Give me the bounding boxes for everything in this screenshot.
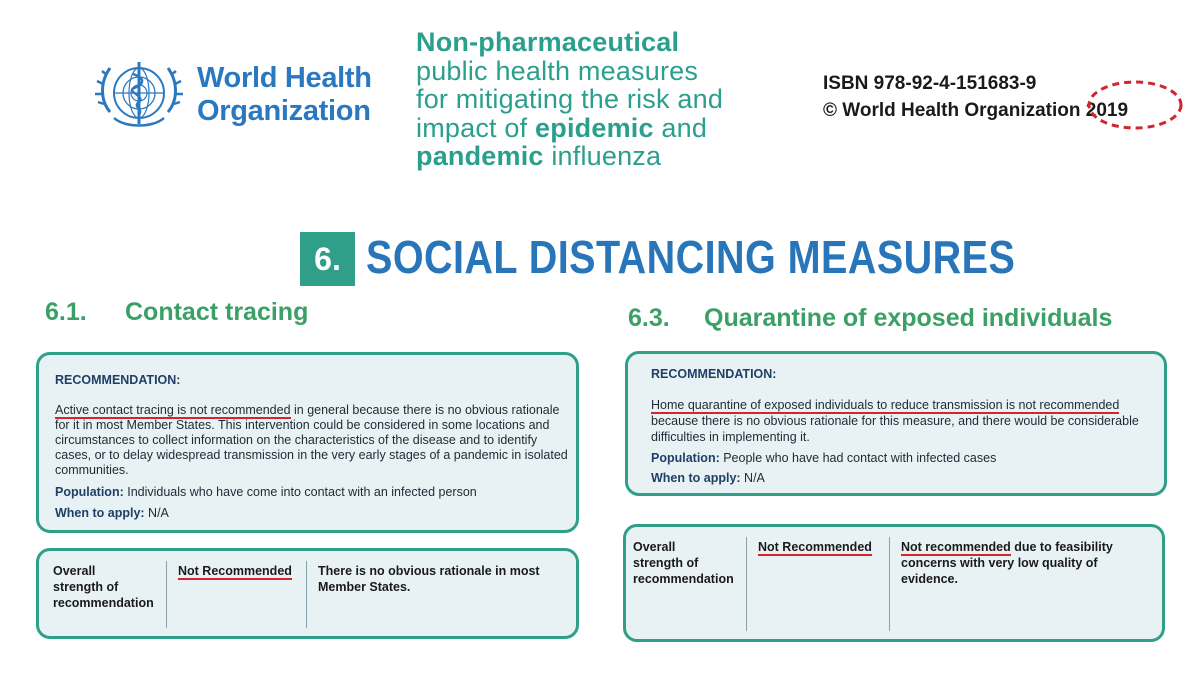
section-title: SOCIAL DISTANCING MEASURES <box>366 231 1016 283</box>
pub-title-line5-b: influenza <box>543 141 662 171</box>
pub-title-line5-a: pandemic <box>416 141 544 171</box>
strength-label-line2-right: strength of <box>633 556 699 570</box>
rationale-line2-right: concerns with very low quality of <box>901 556 1098 570</box>
subsection-title-left: Contact tracing <box>125 298 309 326</box>
pub-title-line1: Non-pharmaceutical <box>416 27 680 57</box>
rationale-line1-left: There is no obvious rationale in most <box>318 564 540 578</box>
when-to-apply-left <box>55 506 169 521</box>
recommendation-line2-left: for it in most Member States. This intervention could be considered in some locations and <box>55 418 550 432</box>
recommendation-line4-left: cases, or to delay widespread transmission in the very early stages of a pandemic in isolated <box>55 448 568 462</box>
pub-title-line4 <box>416 114 796 143</box>
org-name-line1: World Health <box>197 62 372 94</box>
recommendation-line3-right: difficulties in implementing it. <box>651 430 810 444</box>
strength-label-right <box>633 539 734 587</box>
pub-title-line3: for mitigating the risk and <box>416 84 724 114</box>
rationale-line1-right: due to feasibility <box>1010 540 1113 554</box>
rationale-right <box>901 539 1113 587</box>
recommendation-heading-right: RECOMMENDATION: <box>651 367 777 381</box>
recommendation-heading-left: RECOMMENDATION: <box>55 373 181 387</box>
when-text-right: N/A <box>740 471 765 485</box>
who-emblem-icon <box>90 52 188 138</box>
when-text-left: N/A <box>144 506 169 520</box>
recommendation-line2-right: because there is no obvious rationale for this measure, and there would be considerable <box>651 414 1139 428</box>
recommendation-line1-left: in general because there is no obvious rationale <box>290 403 560 417</box>
population-label-right: Population: <box>651 451 720 465</box>
when-label-right: When to apply: <box>651 471 741 485</box>
rationale-underlined-right: Not recommended <box>901 540 1011 554</box>
recommendation-line5-left: communities. <box>55 463 129 477</box>
strength-box-right <box>623 524 1165 642</box>
subsection-number-right: 6.3. <box>628 304 670 332</box>
population-left <box>55 485 477 500</box>
population-text-right: People who have had contact with infected cases <box>719 451 997 465</box>
population-right <box>651 451 996 466</box>
strength-value-left <box>178 563 292 579</box>
recommendation-underlined-left: Active contact tracing is not recommended <box>55 403 291 417</box>
pub-title-line4-a: impact of <box>416 112 536 143</box>
strength-label-line3-right: recommendation <box>633 572 734 586</box>
subsection-title-right: Quarantine of exposed individuals <box>704 304 1113 332</box>
strength-value-text-right: Not Recommended <box>758 540 872 554</box>
when-to-apply-right <box>651 471 765 486</box>
copyright-text: © World Health Organization 2019 <box>823 100 1129 121</box>
section-number-badge: 6. <box>300 232 355 286</box>
recommendation-line3-left: circumstances to collect information on the characteristics of the disease and to identify <box>55 433 538 447</box>
isbn-block <box>823 70 1128 124</box>
population-label-left: Population: <box>55 485 124 499</box>
who-logo <box>90 52 380 138</box>
rationale-line2-left: Member States. <box>318 580 411 594</box>
strength-label-left <box>53 563 154 611</box>
strength-value-text-left: Not Recommended <box>178 564 292 578</box>
strength-box-left <box>36 548 579 639</box>
publication-title <box>416 28 796 171</box>
column-divider <box>889 537 890 631</box>
rationale-left <box>318 563 540 595</box>
column-divider <box>166 561 167 628</box>
when-label-left: When to apply: <box>55 506 145 520</box>
subsection-number-left: 6.1. <box>45 298 87 326</box>
strength-value-right <box>758 539 872 555</box>
strength-label-line1-left: Overall <box>53 564 96 578</box>
who-logo-text <box>197 62 372 128</box>
pub-title-line4-c: and <box>653 112 708 143</box>
pub-title-line2: public health measures <box>416 55 699 86</box>
column-divider <box>746 537 747 631</box>
isbn-text: ISBN 978-92-4-151683-9 <box>823 73 1037 94</box>
pub-title-line5 <box>416 142 796 171</box>
strength-label-line1-right: Overall <box>633 540 676 554</box>
pub-title-line4-b: epidemic <box>535 112 654 143</box>
population-text-left: Individuals who have come into contact with an infected person <box>123 485 477 499</box>
recommendation-box-left <box>36 352 579 533</box>
column-divider <box>306 561 307 628</box>
strength-label-line2-left: strength of <box>53 580 119 594</box>
recommendation-box-right <box>625 351 1167 496</box>
strength-label-line3-left: recommendation <box>53 596 154 610</box>
rationale-line3-right: evidence. <box>901 572 958 586</box>
recommendation-underlined-right: Home quarantine of exposed individuals to reduce transmission is not recommended <box>651 398 1120 412</box>
year-highlight-circle <box>1085 78 1185 132</box>
org-name-line2: Organization <box>197 95 371 127</box>
